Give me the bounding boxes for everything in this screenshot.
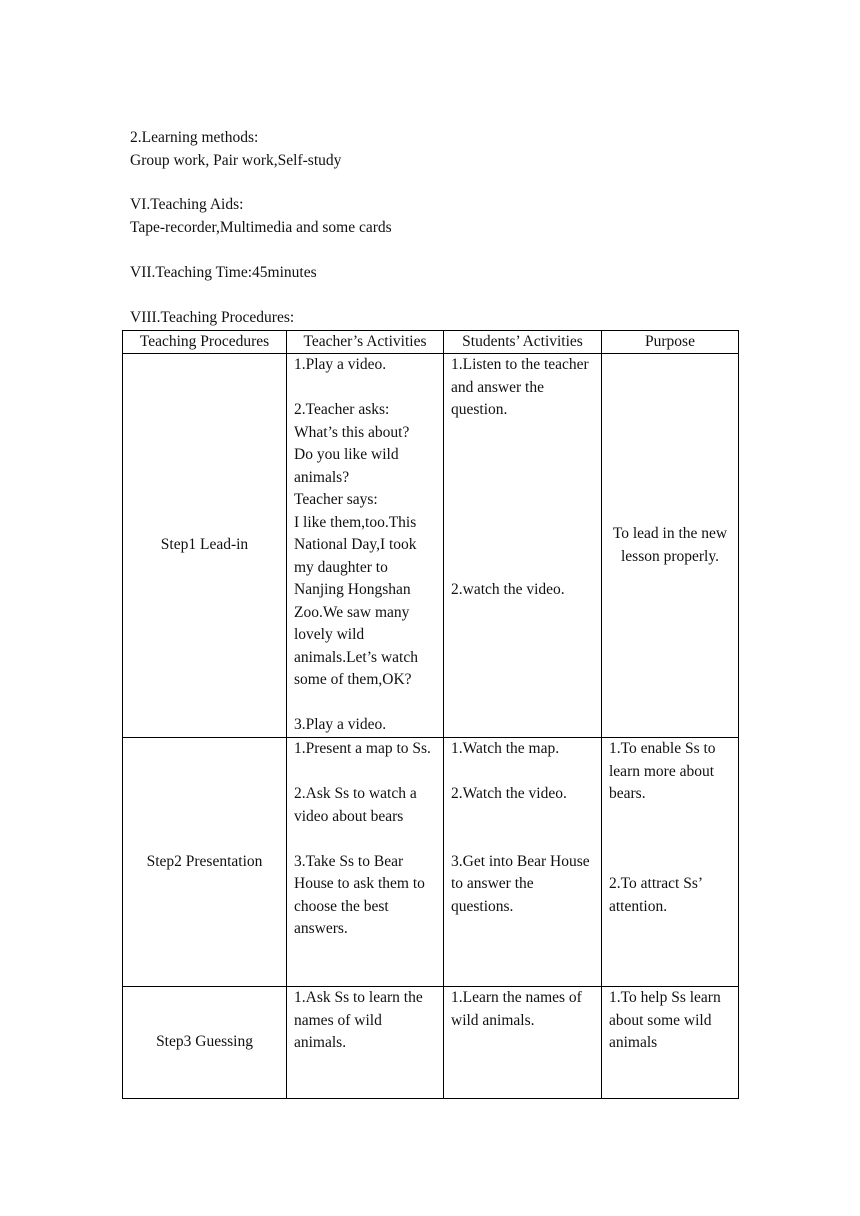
table-row bbox=[123, 354, 739, 738]
learning-methods-section bbox=[130, 127, 341, 172]
step-cell: Step1 Lead-in bbox=[123, 354, 287, 738]
teaching-aids-body: Tape-recorder,Multimedia and some cards bbox=[130, 218, 392, 236]
table-row bbox=[123, 987, 739, 1099]
purpose-item: 1.To enable Ss to learn more about bears. bbox=[609, 740, 716, 802]
purpose-item: 1.To help Ss learn about some wild animals bbox=[609, 989, 721, 1051]
student-activity-item: 1.Listen to the teacher and answer the question. bbox=[451, 356, 589, 418]
student-activity-item: 1.Learn the names of wild animals. bbox=[451, 989, 582, 1029]
teacher-activity-item: 1.Present a map to Ss. bbox=[294, 740, 431, 757]
teacher-activities-cell bbox=[287, 354, 444, 738]
teaching-procedures-section bbox=[130, 307, 294, 330]
student-activity-item: 2.watch the video. bbox=[451, 581, 565, 598]
teacher-activities-cell bbox=[287, 987, 444, 1099]
teaching-time-section bbox=[130, 262, 317, 285]
students-activities-cell bbox=[444, 354, 602, 738]
purpose-item: To lead in the new lesson properly. bbox=[612, 525, 728, 565]
learning-methods-heading: 2.Learning methods: bbox=[130, 129, 259, 146]
table-row bbox=[123, 738, 739, 987]
teaching-procedures-table bbox=[122, 330, 739, 1099]
learning-methods-body: Group work, Pair work,Self-study bbox=[130, 151, 342, 169]
purpose-cell bbox=[602, 738, 739, 987]
step-cell: Step2 Presentation bbox=[123, 738, 287, 987]
teacher-activity-item: 3.Play a video. bbox=[294, 716, 387, 733]
table-header-row bbox=[123, 331, 739, 354]
students-activities-cell bbox=[444, 738, 602, 987]
students-activities-cell bbox=[444, 987, 602, 1099]
purpose-cell bbox=[602, 987, 739, 1099]
teacher-activity-item: 2.Ask Ss to watch a video about bears bbox=[294, 785, 417, 825]
student-activity-item: 2.Watch the video. bbox=[451, 785, 567, 802]
student-activity-item: 1.Watch the map. bbox=[451, 740, 560, 757]
teacher-activity-item: 1.Play a video. bbox=[294, 356, 387, 373]
teacher-activities-cell bbox=[287, 738, 444, 987]
header-teaching-procedures: Teaching Procedures bbox=[123, 331, 287, 354]
teaching-aids-section bbox=[130, 194, 392, 239]
student-activity-item: 3.Get into Bear House to answer the questions. bbox=[451, 852, 590, 915]
teaching-time-heading: VII.Teaching Time:45minutes bbox=[130, 264, 317, 281]
step-cell: Step3 Guessing bbox=[123, 987, 287, 1099]
header-students-activities: Students’ Activities bbox=[444, 331, 602, 354]
teaching-procedures-heading: VIII.Teaching Procedures: bbox=[130, 309, 295, 326]
teacher-activity-item: 3.Take Ss to Bear House to ask them to choose the best answers. bbox=[294, 852, 425, 937]
teacher-activity-item: 2.Teacher asks: What’s this about? Do you like wild animals? Teacher says: I like them,too.This National Day,I took my daughter to Nanjing Hongshan Zoo.We saw many lovely wild animals.Let’s watch some of them,OK? bbox=[294, 401, 418, 688]
teaching-aids-heading: VI.Teaching Aids: bbox=[130, 196, 244, 213]
header-purpose: Purpose bbox=[602, 331, 739, 354]
teacher-activity-item: 1.Ask Ss to learn the names of wild animals. bbox=[294, 989, 423, 1051]
purpose-cell bbox=[602, 354, 739, 738]
header-teachers-activities: Teacher’s Activities bbox=[287, 331, 444, 354]
purpose-item: 2.To attract Ss’ attention. bbox=[609, 875, 702, 915]
